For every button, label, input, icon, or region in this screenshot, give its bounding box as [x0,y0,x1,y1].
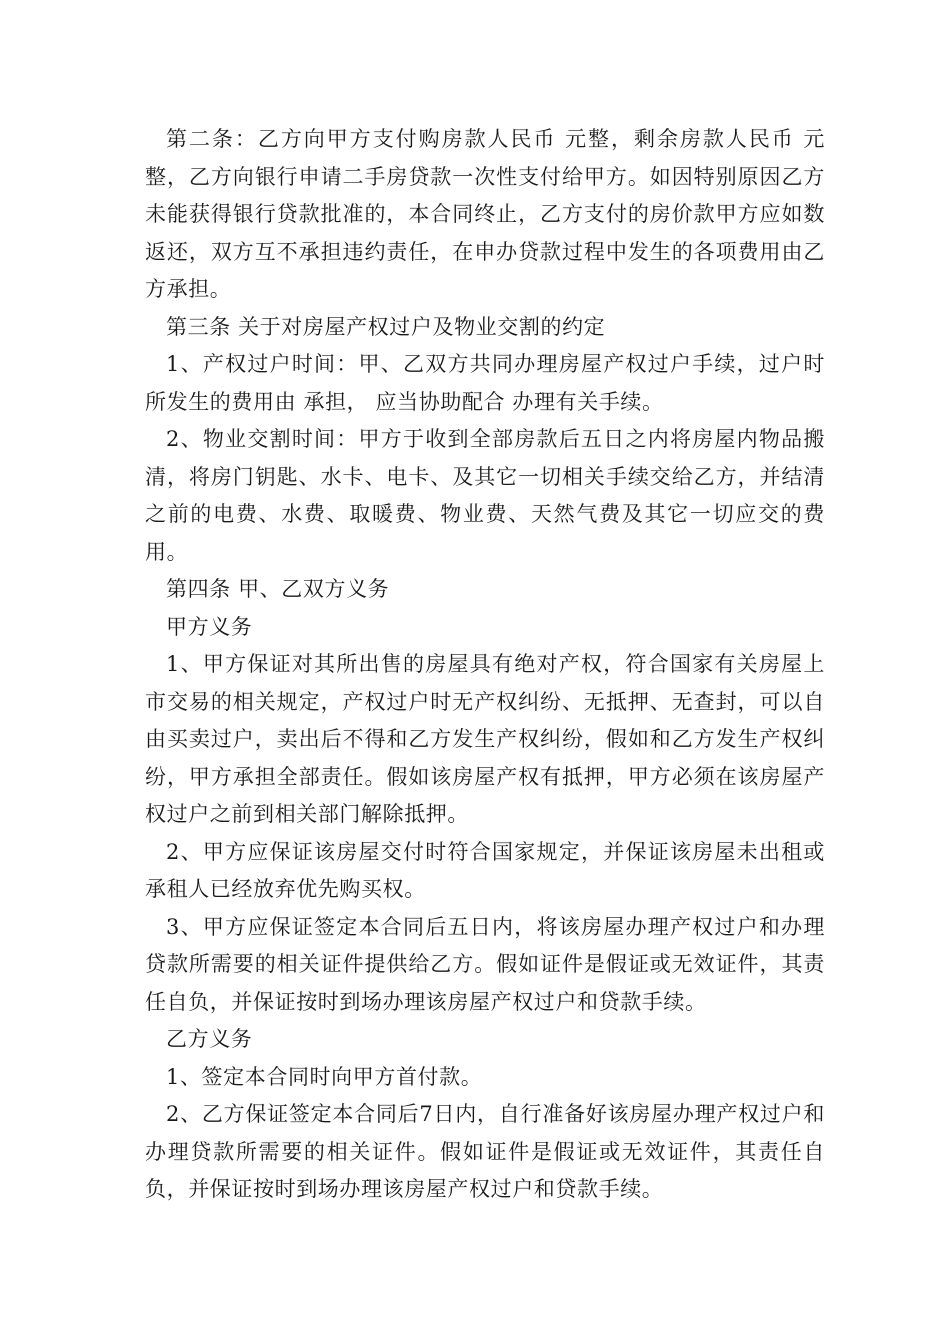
party-a-item-3: 3、甲方应保证签定本合同后五日内，将该房屋办理产权过户和办理贷款所需要的相关证件提供给乙方。假如证件是假证或无效证件，其责任自负，并保证按时到场办理该房屋产权过户和贷款手续。 [145,914,825,1014]
party-a-obligations-heading: 甲方义务 [166,614,253,639]
document-body [145,121,825,1209]
party-b-obligations-heading: 乙方义务 [166,1027,253,1051]
clause-3-item-1: 1、产权过户时间：甲、乙双方共同办理房屋产权过户手续，过户时所发生的费用由 承担， 应当协助配合 办理有关手续。 [145,352,825,414]
clause-3-heading: 第三条 关于对房屋产权过户及物业交割的约定 [166,314,606,339]
party-b-item-1: 1、签定本合同时向甲方首付款。 [166,1064,483,1089]
clause-2-paragraph: 第二条：乙方向甲方支付购房款人民币 元整，剩余房款人民币 元整，乙方向银行申请二手房贷款一次性支付给甲方。如因特别原因乙方未能获得银行贷款批准的，本合同终止，乙方支付的房价款甲方应如数返还，双方互不承担违约责任，在申办贷款过程中发生的各项费用由乙方承担。 [145,127,825,301]
party-a-item-2: 2、甲方应保证该房屋交付时符合国家规定，并保证该房屋未出租或承租人已经放弃优先购买权。 [145,839,825,901]
clause-4-heading: 第四条 甲、乙双方义务 [166,577,390,601]
party-b-item-2: 2、乙方保证签定本合同后7日内，自行准备好该房屋办理产权过户和办理贷款所需要的相关证件。假如证件是假证或无效证件，其责任自负，并保证按时到场办理该房屋产权过户和贷款手续。 [145,1102,825,1201]
clause-3-item-2: 2、物业交割时间：甲方于收到全部房款后五日之内将房屋内物品搬清，将房门钥匙、水卡、电卡、及其它一切相关手续交给乙方，并结清之前的电费、水费、取暖费、物业费、天然气费及其它一切应交的费用。 [145,427,825,564]
party-a-item-1: 1、甲方保证对其所出售的房屋具有绝对产权，符合国家有关房屋上市交易的相关规定，产权过户时无产权纠纷、无抵押、无查封，可以自由买卖过户，卖出后不得和乙方发生产权纠纷，假如和乙方发生产权纠纷，甲方承担全部责任。假如该房屋产权有抵押，甲方必须在该房屋产权过户之前到相关部门解除抵押。 [145,652,825,826]
